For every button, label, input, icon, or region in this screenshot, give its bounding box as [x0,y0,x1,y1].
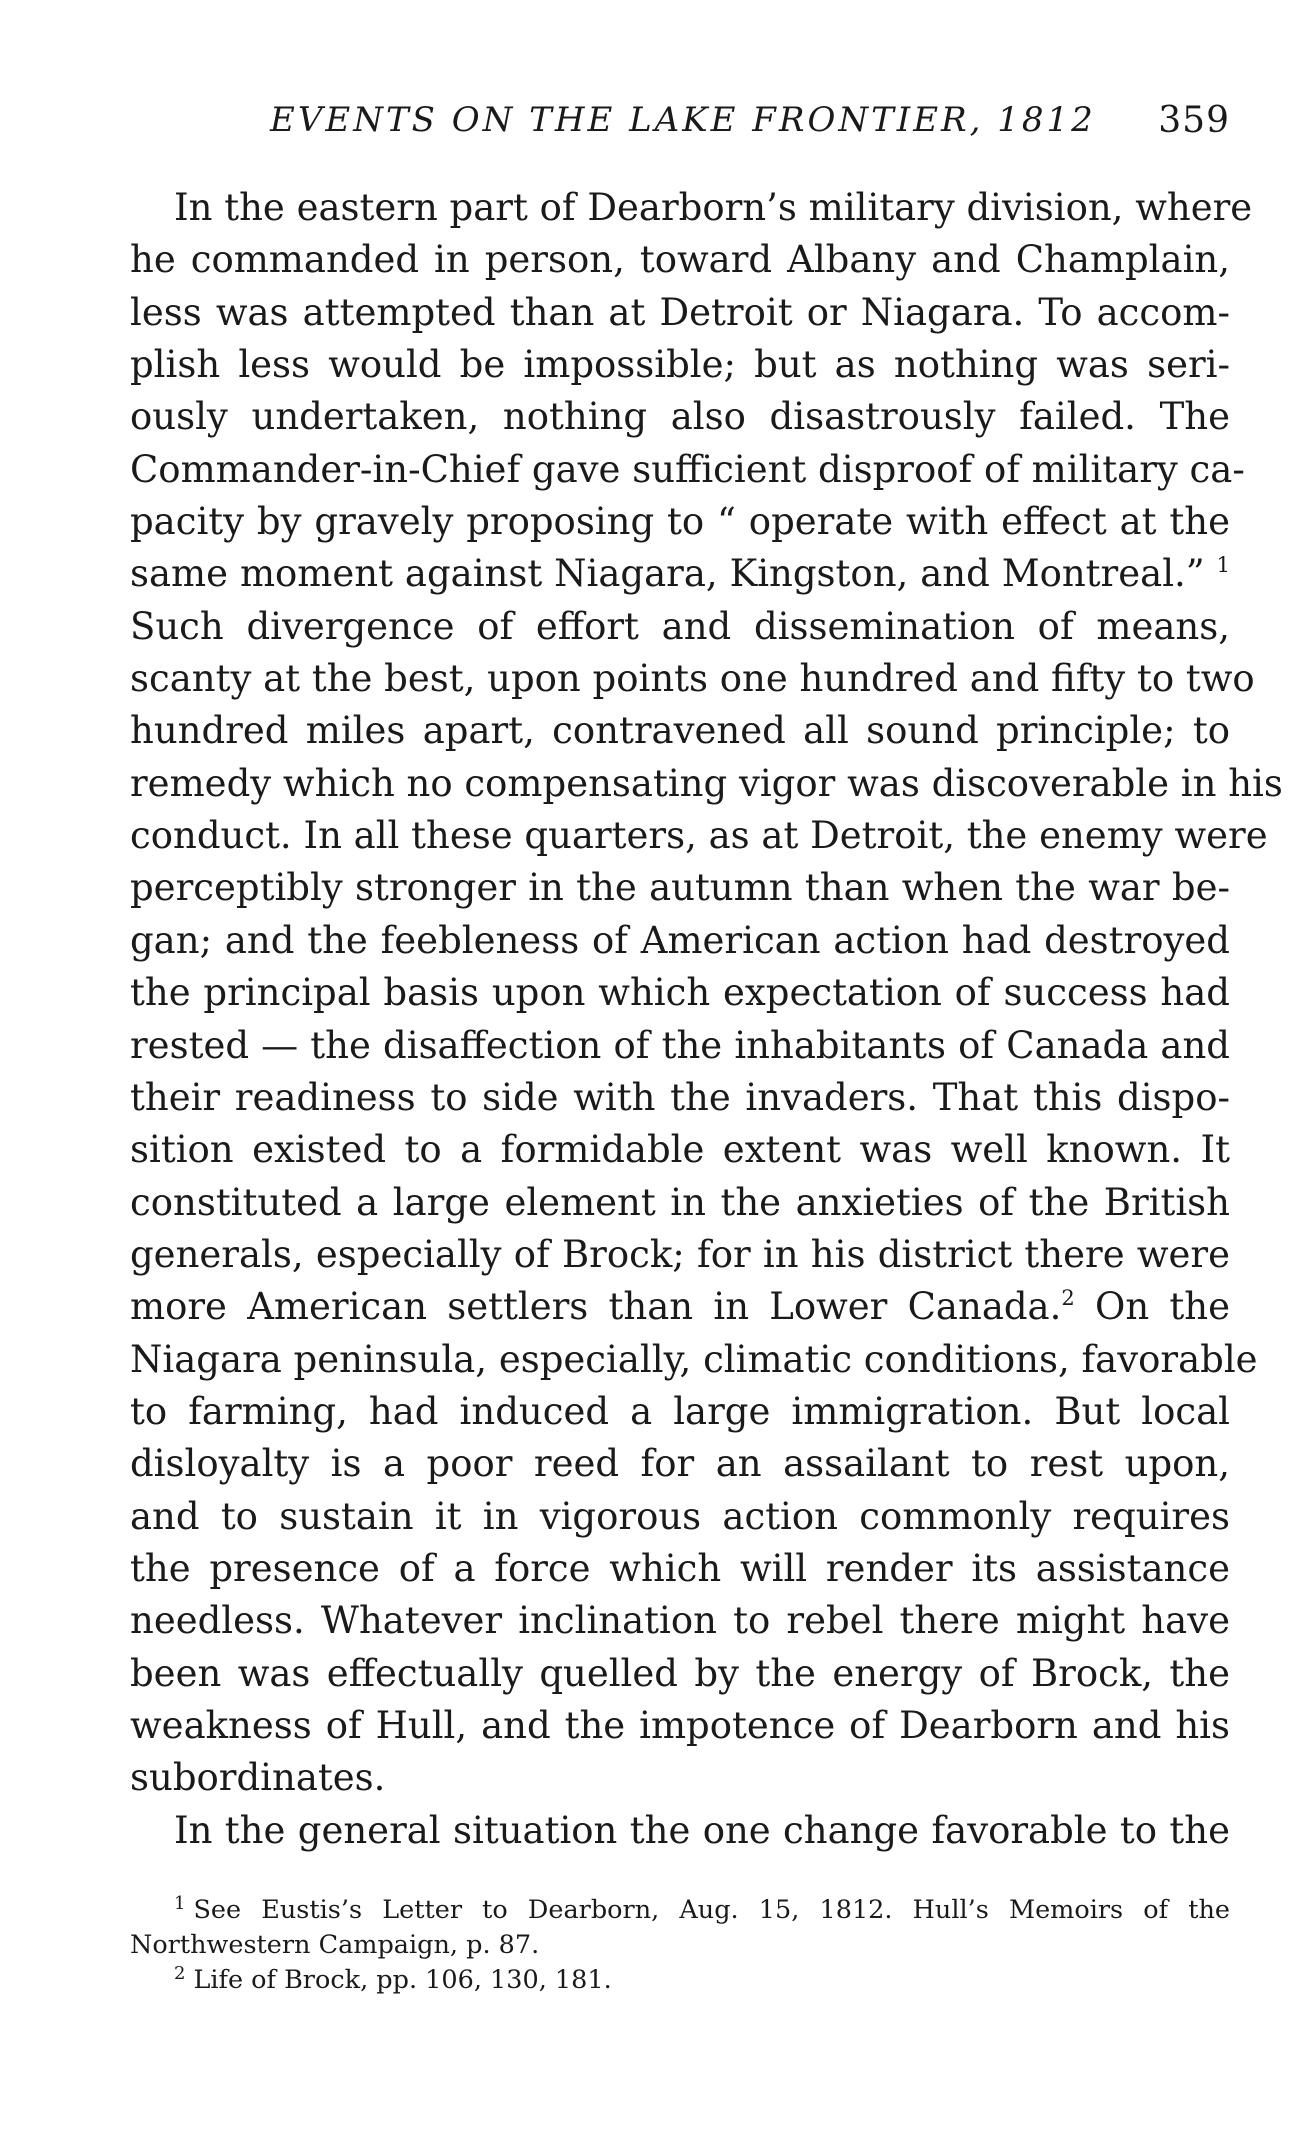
text-line: the principal basis upon which expectation of success had [130,971,1230,1015]
text-line: ously undertaken, nothing also disastrously failed. The [130,395,1230,439]
text-segment: On the [1074,1285,1231,1329]
text-line: generals, especially of Brock; for in his district there were [130,1232,1230,1276]
text-line: In the general situation the one change favorable to the [174,1808,1230,1852]
page-number: 359 [1158,100,1230,141]
text-line: he commanded in person, toward Albany and Champlain, [130,238,1230,282]
text-segment: same moment against Niagara, Kingston, and Montreal.” [130,552,1205,596]
text-line: rested — the disaffection of the inhabitants of Canada and [130,1023,1230,1067]
text-line: weakness of Hull, and the impotence of Dearborn and his [130,1703,1230,1747]
text-line: plish less would be impossible; but as nothing was seri- [130,343,1230,387]
text-line: to farming, had induced a large immigration. But local [130,1389,1230,1433]
footnote-1 [130,1893,1230,1928]
text-line: sition existed to a formidable extent was well known. It [130,1128,1230,1172]
text-line: their readiness to side with the invaders. That this dispo- [130,1075,1230,1119]
text-line: In the eastern part of Dearborn’s military division, where [174,186,1253,229]
text-line: conduct. In all these quarters, as at Detroit, the enemy were [130,814,1268,858]
footnote-1-continued: Northwestern Campaign, p. 87. [130,1930,540,1960]
footnote-ref-2: 2 [1061,1286,1075,1311]
text-line: needless. Whatever inclination to rebel there might have [130,1599,1230,1643]
footnote-text: Life of Brock, pp. 106, 130, 181. [193,1965,612,1995]
body-text [130,182,1283,1857]
text-line: remedy which no compensating vigor was discoverable in his [130,761,1283,805]
text-line: perceptibly stronger in the autumn than when the war be- [130,866,1230,910]
text-line: hundred miles apart, contravened all sound principle; to [130,709,1230,753]
text-line-with-ref [130,548,1230,600]
footnote-2 [130,1963,1230,1998]
footnote-mark-2: 2 [174,1963,186,1984]
text-line: scanty at the best, upon points one hundred and fifty to two [130,657,1255,701]
text-line: less was attempted than at Detroit or Niagara. To accom- [130,290,1230,334]
running-head [130,100,1230,150]
footnotes [130,1893,1230,1998]
text-line: disloyalty is a poor reed for an assailant to rest upon, [130,1442,1230,1486]
text-line: Niagara peninsula, especially, climatic conditions, favorable [130,1337,1258,1381]
text-line: gan; and the feebleness of American action had destroyed [130,918,1230,962]
text-line: the presence of a force which will render its assistance [130,1546,1230,1590]
running-title: EVENTS ON THE LAKE FRONTIER, 1812 [270,100,1096,140]
text-line: pacity by gravely proposing to “ operate with effect at the [130,500,1230,544]
text-line-with-ref [130,1281,1230,1333]
text-line: Such divergence of effort and dissemination of means, [130,604,1230,648]
text-line: constituted a large element in the anxieties of the British [130,1180,1230,1224]
text-line: and to sustain it in vigorous action commonly requires [130,1494,1230,1538]
footnote-text: See Eustis’s Letter to Dearborn, Aug. 15, 1812. Hull’s Memoirs of the [193,1895,1230,1925]
text-line: Commander-in-Chief gave sufficient disproof of military ca- [130,447,1245,491]
footnote-mark-1: 1 [174,1893,186,1914]
footnote-ref-1: 1 [1216,553,1230,578]
text-line: subordinates. [130,1756,386,1800]
text-line: been was effectually quelled by the energy of Brock, the [130,1651,1230,1695]
text-segment: more American settlers than in Lower Canada. [130,1285,1062,1329]
